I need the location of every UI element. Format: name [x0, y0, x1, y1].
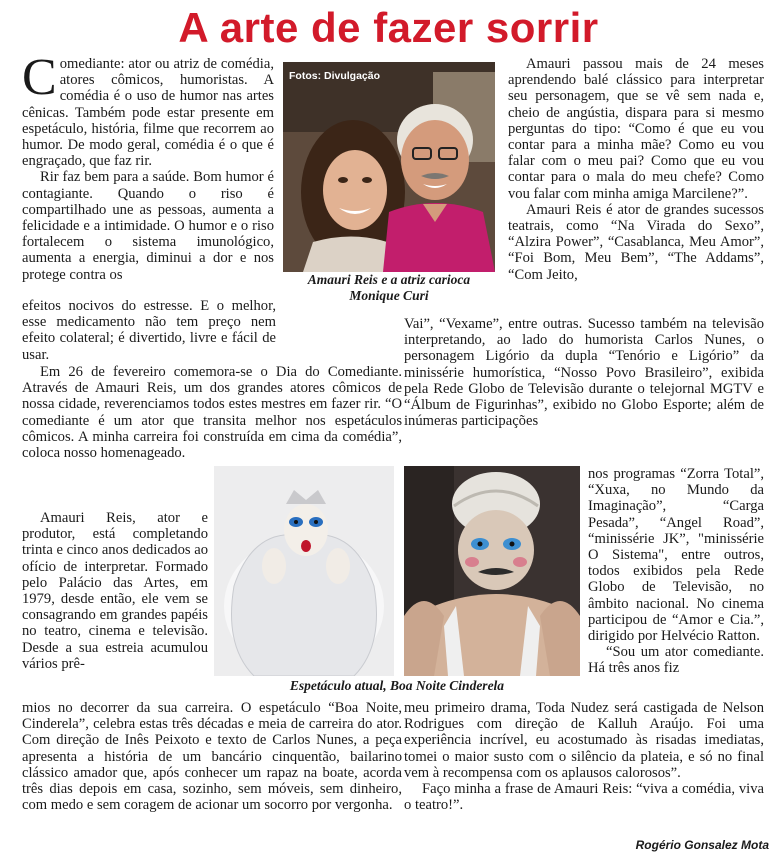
paragraph-drama: meu primeiro drama, Toda Nudez será castigada de Nelson Rodrigues com direção de Kalluh Araújo. Foi uma experiência incrível, eu acostumado às risadas imediatas, tomei o maior susto com o silêncio da plateia, e só no final vem à recompensa com os aplausos calorosos”. [404, 700, 764, 781]
caption-top-line1: Amauri Reis e a atriz carioca [307, 272, 471, 287]
photo-cinderela-2-image [404, 466, 580, 676]
paragraph-tv: Vai”, “Vexame”, entre outras. Sucesso também na televisão interpretando, ao lado do humorista Carlos Nunes, o personagem Ligório da dupla “Tenório e Ligório” da minissérie humorística, “Nosso Povo Brasileiro”, exibida pela Rede Globo de Televisão durante o telejornal MGTV e “Álbum de Figurinhas”, exibido no Globo Esporte; além de inúmeras participações [404, 316, 764, 430]
left-column-narrow [22, 510, 208, 672]
photo-cinderela-1 [214, 466, 394, 676]
paragraph-health: Rir faz bem para a saúde. Bom humor é contagiante. Quando o riso é compartilhado une as pessoas, aumenta a felicidade e a intimidade. O humor e o riso fortalecem o sistema imunológico, aumenta a energia, diminui a dor e nos protege contra os [22, 169, 274, 283]
headline: A arte de fazer sorrir [178, 4, 599, 51]
caption-top [283, 272, 495, 304]
byline: Rogério Gonsalez Mota [635, 838, 769, 852]
intro-paragraph: Comediante: ator ou atriz de comédia, atores cômicos, humoristas. A comédia é o uso de humor nas artes cênicas. Também pode estar presente em espetáculo, história, filme que recorrem ao humor. De modo geral, comédia é o que é engraçado, que faz rir. [22, 49, 274, 170]
paragraph-quote-start: “Sou um ator comediante. Há três anos fiz [588, 644, 764, 677]
photo-amauri-monique [283, 62, 495, 272]
photo-cinderela-1-image [214, 466, 394, 676]
right-column-wide [404, 316, 764, 429]
paragraph-cinderela: mios no decorrer da sua carreira. O espetáculo “Boa Noite, Cinderela”, celebra estas três décadas e meia de carreira do ator. Com direção de Inês Peixoto e texto de Carlos Nunes, a peça apresenta a história de um bancário cinquentão, bailarino clássico amador que, após conhecer um rapaz na boate, acorda três dias depois em casa, sozinho, sem móveis, sem dinheiro, com medo e sem coragem de acionar um socorro por vergonha. [22, 700, 402, 814]
right-column-bottom [404, 700, 764, 813]
caption-bottom: Espetáculo atual, Boa Noite Cinderela [289, 678, 505, 693]
photo-amauri-monique-image [283, 62, 495, 272]
paragraph-health-end: efeitos nocivos do estresse. E o melhor, esse medicamento não tem preço nem efeito colateral; é divertido, livre e fácil de usar. [22, 298, 276, 363]
left-column-bottom [22, 700, 402, 813]
right-column-narrow [588, 466, 764, 677]
caption-top-line2: Monique Curi [349, 288, 429, 303]
paragraph-career: Amauri Reis, ator e produtor, está completando trinta e cinco anos dedicados ao ofício de interpretar. Formado pelo Palácio das Artes, em 1979, desde então, ele vem se consagrando em grandes papéis no teatro, cinema e televisão. Desde a sua estreia acumulou vários prê- [22, 510, 208, 672]
paragraph-programs: nos programas “Zorra Total”, “Xuxa, no Mundo da Imaginação”, “Carga Pesada”, “Angel Road”, “minissérie JK”, "minissérie O Sistema", entre outros, todos exibidos pela Rede Globo de Televisão, no âmbito nacional. No cinema participou de “Amor e Cia.”, dirigido por Helvécio Ratton. [588, 466, 764, 645]
paragraph-dia-comediante: Em 26 de fevereiro comemora-se o Dia do Comediante. Através de Amauri Reis, um dos grandes atores cômicos de nossa cidade, reverenciamos todos estes mestres em fazer rir. “O comediante é um ator que transita melhor nos espetáculos cômicos. A minha carreira foi construída em cima da comédia”, coloca nosso homenageado. [22, 364, 402, 462]
paragraph-ballet: Amauri passou mais de 24 meses aprendendo balé clássico para interpretar seu personagem, que se vê sem nada e, cheio de angústia, dispara para si mesmo perguntas do tipo: “Como é que eu vou contar para a minha mãe? Como eu vou falar com o meu pai? Como que eu vou contar para o mala do meu chefe? Como vou falar com minha amiga Marcilene?”. [508, 56, 764, 202]
photo-cinderela-2 [404, 466, 580, 676]
paragraph-closing: Faço minha a frase de Amauri Reis: “viva a comédia, viva o teatro!”. [404, 781, 764, 814]
left-column-mid [22, 298, 276, 363]
left-column-day [22, 364, 402, 461]
paragraph-successes: Amauri Reis é ator de grandes sucessos teatrais, como “Na Virada do Sexo”, “Alzira Power”, “Casablanca, Meu Amor”, “Foi Bom, Meu Bem”, “The Addams”, “Com Jeito, [508, 201, 764, 283]
left-column-top [22, 49, 274, 283]
dropcap: C [22, 49, 57, 106]
photo-credit: Fotos: Divulgação [289, 70, 381, 82]
right-column-top [508, 56, 764, 283]
